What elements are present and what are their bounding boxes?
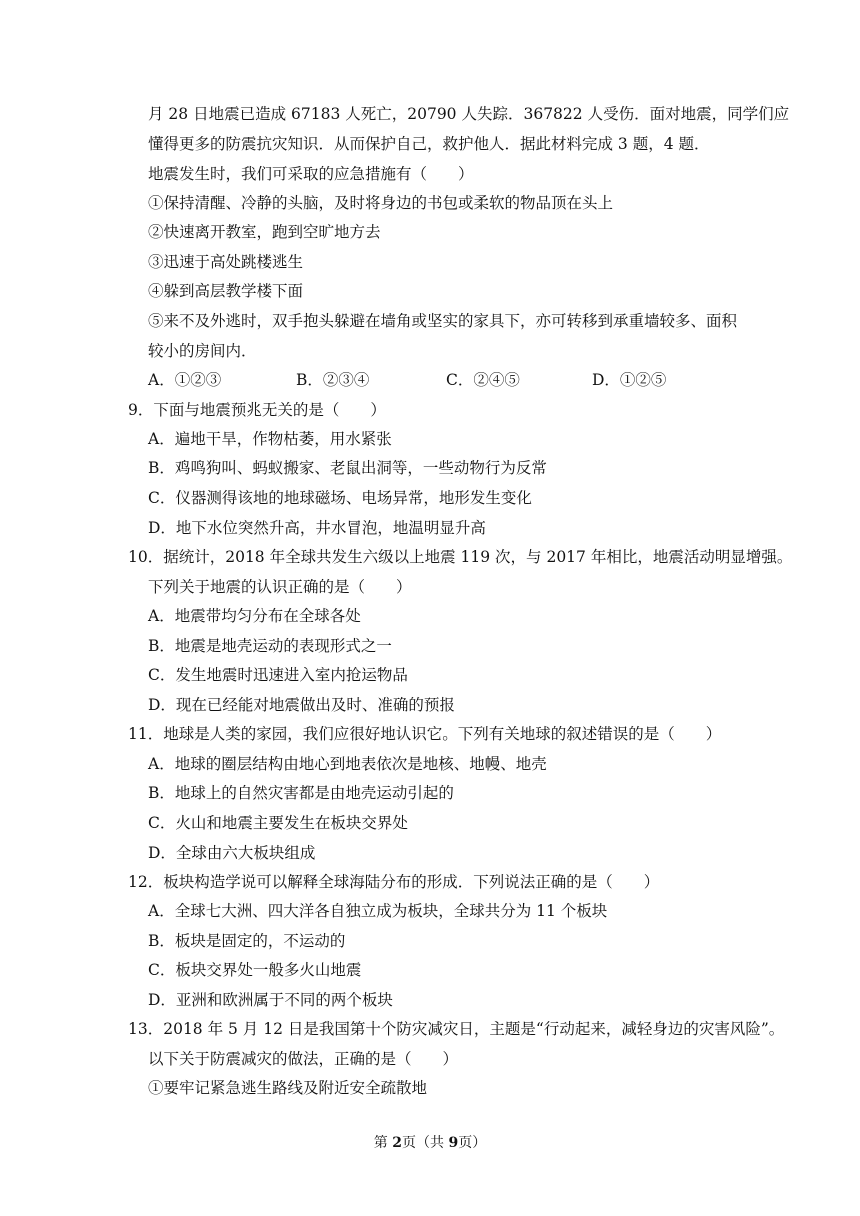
q10-option-d: D．现在已经能对地震做出及时、准确的预报 xyxy=(148,696,455,714)
q11-option-b: B．地球上的自然灾害都是由地壳运动引起的 xyxy=(148,784,454,802)
q13-stem-line-2: 以下关于防震减灾的做法，正确的是（ ） xyxy=(148,1050,459,1068)
q11-option-c: C．火山和地震主要发生在板块交界处 xyxy=(148,814,408,832)
q8-item-5: ⑤来不及外逃时，双手抱头躲避在墙角或坚实的家具下，亦可转移到承重墙较多、面积 xyxy=(148,312,738,330)
page-footer xyxy=(0,1134,860,1152)
q10-option-b: B．地震是地壳运动的表现形式之一 xyxy=(148,637,392,655)
q13-stem-line-1: 13．2018 年 5 月 12 日是我国第十个防灾减灾日，主题是“行动起来，减轻身边的灾害风险”。 xyxy=(128,1020,785,1038)
q8-option-b: B．②③④ xyxy=(296,371,370,389)
footer-prefix: 第 xyxy=(373,1135,393,1151)
intro-line-2: 懂得更多的防震抗灾知识．从而保护自己，救护他人．据此材料完成 3 题，4 题． xyxy=(148,135,710,153)
q10-stem-line-2: 下列关于地震的认识正确的是（ ） xyxy=(148,578,412,596)
q12-stem: 12．板块构造学说可以解释全球海陆分布的形成．下列说法正确的是（ ） xyxy=(128,873,660,891)
q8-options xyxy=(148,370,748,390)
q10-stem-line-1: 10．据统计，2018 年全球共发生六级以上地震 119 次，与 2017 年相比，地震活动明显增强。 xyxy=(128,548,793,566)
intro-line-1: 月 28 日地震已造成 67183 人死亡，20790 人失踪．367822 人受伤．面对地震，同学们应 xyxy=(148,105,790,123)
q9-option-b: B．鸡鸣狗叫、蚂蚁搬家、老鼠出洞等，一些动物行为反常 xyxy=(148,459,547,477)
footer-total-pages: 9 xyxy=(448,1135,459,1151)
q9-option-a: A．遍地干旱，作物枯萎，用水紧张 xyxy=(148,430,392,448)
q8-stem: 地震发生时，我们可采取的应急措施有（ ） xyxy=(148,165,474,183)
q12-option-d: D．亚洲和欧洲属于不同的两个板块 xyxy=(148,991,393,1009)
q8-option-a: A．①②③ xyxy=(148,371,222,389)
q9-option-d: D．地下水位突然升高，井水冒泡，地温明显升高 xyxy=(148,519,486,537)
q12-option-b: B．板块是固定的，不运动的 xyxy=(148,932,346,950)
q11-option-d: D．全球由六大板块组成 xyxy=(148,844,316,862)
q12-option-c: C．板块交界处一般多火山地震 xyxy=(148,961,362,979)
footer-suffix: 页） xyxy=(458,1135,487,1151)
q8-item-1: ①保持清醒、冷静的头脑，及时将身边的书包或柔软的物品顶在头上 xyxy=(148,194,614,212)
footer-middle: 页（共 xyxy=(402,1135,449,1151)
q9-stem: 9．下面与地震预兆无关的是（ ） xyxy=(128,401,386,419)
q8-option-d: D．①②⑤ xyxy=(592,371,667,389)
q13-item-1: ①要牢记紧急逃生路线及附近安全疏散地 xyxy=(148,1079,428,1097)
q9-option-c: C．仪器测得该地的地球磁场、电场异常，地形发生变化 xyxy=(148,489,532,507)
q8-item-3: ③迅速于高处跳楼逃生 xyxy=(148,253,304,271)
footer-page-number: 2 xyxy=(392,1135,402,1151)
q10-option-a: A．地震带均匀分布在全球各处 xyxy=(148,607,361,625)
q8-item-2: ②快速离开教室，跑到空旷地方去 xyxy=(148,223,381,241)
q8-item-4: ④躲到高层教学楼下面 xyxy=(148,282,304,300)
q11-stem: 11．地球是人类的家园，我们应很好地认识它。下列有关地球的叙述错误的是（ ） xyxy=(128,725,722,743)
q8-item-5-cont: 较小的房间内． xyxy=(148,342,257,360)
q8-option-c: C．②④⑤ xyxy=(446,371,520,389)
q11-option-a: A．地球的圈层结构由地心到地表依次是地核、地幔、地壳 xyxy=(148,755,547,773)
q12-option-a: A．全球七大洲、四大洋各自独立成为板块，全球共分为 11 个板块 xyxy=(148,902,608,920)
q10-option-c: C．发生地震时迅速进入室内抢运物品 xyxy=(148,666,408,684)
